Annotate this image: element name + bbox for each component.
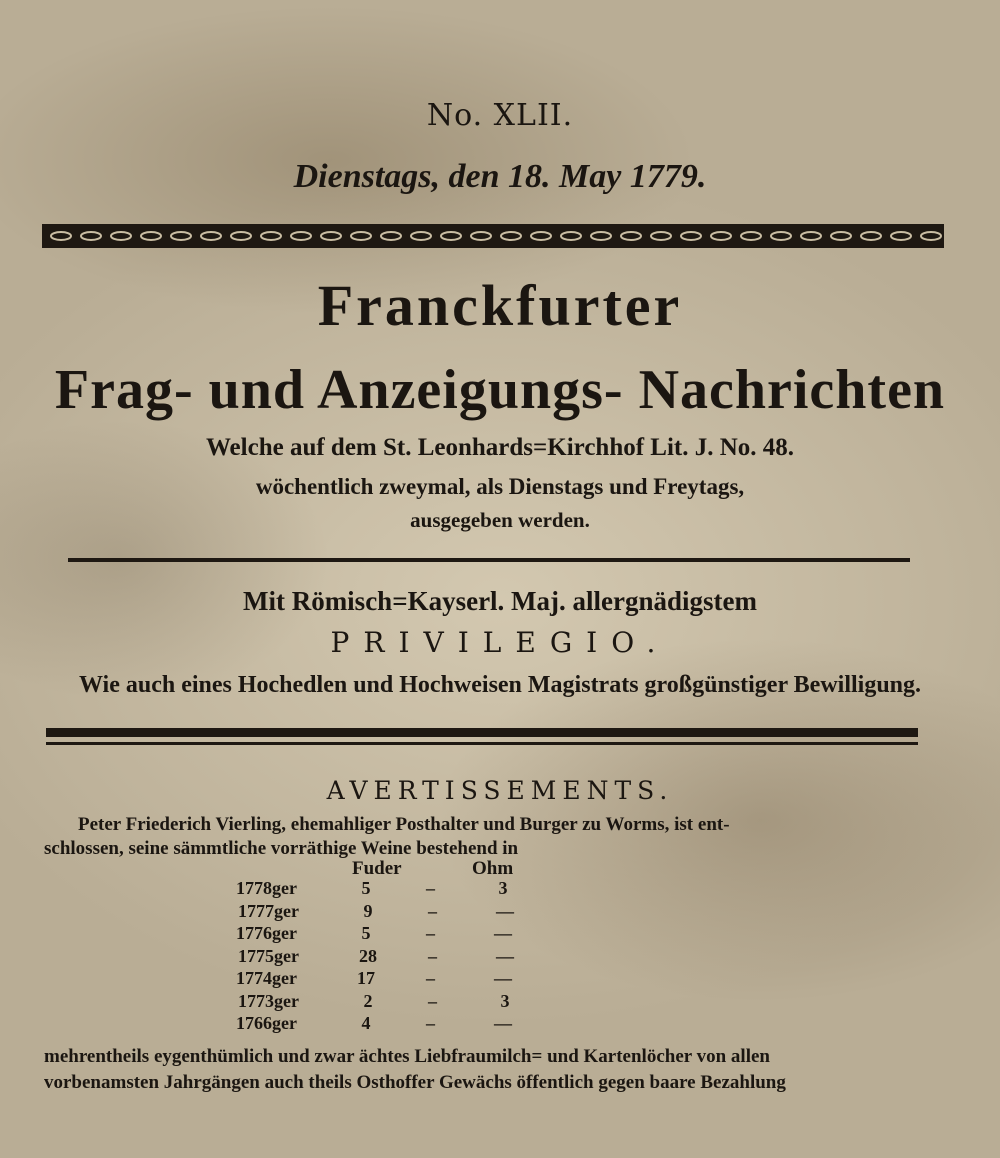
separator-dash: –: [428, 990, 437, 1011]
advert-text-line: mehrentheils eygenthümlich und zwar ächtes Liebfraumilch= und Kartenlöcher von allen: [44, 1046, 770, 1067]
separator-dash: –: [428, 900, 437, 921]
privilege-line: Mit Römisch=Kayserl. Maj. allergnädigstem: [242, 586, 758, 616]
table-row: [238, 901, 538, 923]
separator-dash: –: [426, 923, 435, 943]
column-header-fuder: Fuder: [352, 858, 402, 879]
fuder-value: 2: [363, 990, 373, 1011]
section-heading: AVERTISSEMENTS.: [326, 776, 674, 805]
ohm-value: —: [494, 968, 512, 988]
table-row: [236, 923, 536, 945]
ohm-value: 3: [500, 990, 510, 1011]
vintage-year: 1775ger: [238, 945, 299, 966]
publication-schedule: wöchentlich zweymal, als Dienstags und Freytags,: [255, 474, 745, 499]
column-header-ohm: Ohm: [472, 858, 514, 879]
masthead-title: Franckfurter: [317, 273, 683, 338]
separator-dash: –: [428, 945, 437, 966]
table-row: [238, 991, 538, 1013]
fuder-value: 17: [357, 968, 375, 988]
issue-date: Dienstags, den 18. May 1779.: [293, 158, 707, 195]
double-rule-thick: [46, 728, 918, 737]
privilegio-title: PRIVILEGIO.: [330, 626, 670, 659]
ohm-value: —: [494, 1013, 512, 1033]
separator-dash: –: [426, 878, 435, 898]
ohm-value: —: [494, 923, 512, 943]
ohm-value: 3: [498, 878, 508, 898]
issue-number: No. XLII.: [426, 98, 574, 133]
vintage-year: 1773ger: [238, 990, 299, 1011]
magistrate-approval: Wie auch eines Hochedlen und Hochweisen Magistrats großgünstiger Bewilligung.: [78, 672, 922, 698]
fuder-value: 4: [361, 1013, 371, 1033]
fuder-value: 5: [361, 878, 371, 898]
vintage-year: 1766ger: [236, 1013, 297, 1033]
table-row: [236, 968, 536, 990]
vintage-year: 1777ger: [238, 900, 299, 921]
publisher-address: Welche auf dem St. Leonhards=Kirchhof Lit. J. No. 48.: [205, 434, 795, 461]
vintage-year: 1774ger: [236, 968, 297, 988]
table-row: [238, 946, 538, 968]
publication-note: ausgegeben werden.: [410, 508, 590, 532]
fuder-value: 9: [363, 900, 373, 921]
ohm-value: —: [496, 945, 514, 966]
double-rule-thin: [46, 742, 918, 745]
separator-dash: –: [426, 968, 435, 988]
ohm-value: —: [496, 900, 514, 921]
divider-rule: [68, 558, 910, 562]
masthead-subtitle: Frag- und Anzeigungs- Nachrichten: [54, 359, 946, 421]
vintage-year: 1776ger: [236, 923, 297, 943]
advert-text-line: Peter Friederich Vierling, ehemahliger Posthalter und Burger zu Worms, ist ent-: [78, 814, 730, 835]
table-row: [236, 1013, 536, 1035]
table-row: [236, 878, 536, 900]
advert-text-line: schlossen, seine sämmtliche vorräthige Weine bestehend in: [44, 838, 519, 859]
separator-dash: –: [426, 1013, 435, 1033]
ornamental-border: [42, 224, 944, 248]
advert-text-line: vorbenamsten Jahrgängen auch theils Osthoffer Gewächs öffentlich gegen baare Bezahlung: [44, 1072, 786, 1093]
vintage-year: 1778ger: [236, 878, 297, 898]
fuder-value: 28: [359, 945, 377, 966]
fuder-value: 5: [361, 923, 371, 943]
